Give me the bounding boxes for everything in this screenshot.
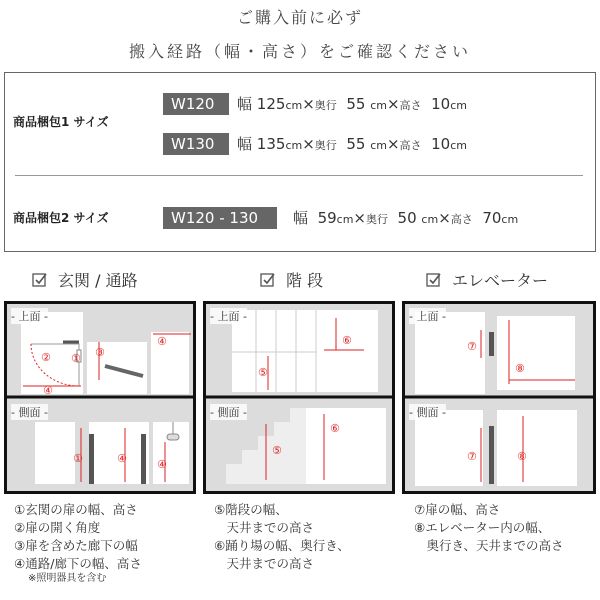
depth-value: 55 — [346, 135, 366, 153]
times-sign: × — [386, 95, 400, 113]
divider — [15, 175, 583, 176]
unit-cm: cm — [285, 139, 303, 152]
checkbox-icon — [426, 272, 442, 288]
marker-1: ① — [71, 352, 81, 365]
category-entrance — [32, 268, 138, 291]
entrance-diagram-panel — [4, 301, 196, 494]
width-label: 幅 — [293, 209, 309, 227]
marker-2: ② — [41, 351, 51, 364]
marker-4: ④ — [43, 384, 53, 397]
elevator-diagram — [405, 304, 593, 491]
stairs-diagram-panel — [203, 301, 395, 494]
notes-entrance — [14, 501, 142, 585]
note-item: ⑤階段の幅、 — [214, 502, 288, 517]
unit-cm: cm — [336, 213, 354, 226]
marker-1: ① — [73, 452, 83, 465]
height-label: 高さ — [450, 213, 473, 226]
package1-label: 商品梱包1 サイズ — [13, 115, 109, 129]
marker-4: ④ — [157, 335, 167, 348]
marker-6: ⑥ — [342, 334, 352, 347]
header-line1: ご購入前に必ず — [236, 8, 363, 27]
unit-cm: cm — [285, 99, 303, 112]
note-item: 天井までの高さ — [214, 556, 315, 571]
unit-cm: cm — [450, 99, 467, 112]
times-sign: × — [302, 95, 315, 113]
package2-tag: W120 - 130 — [163, 207, 277, 229]
marker-8: ⑧ — [515, 362, 525, 375]
category-elevator-label: エレベーター — [452, 271, 549, 290]
category-stairs — [260, 268, 323, 291]
top-view-label: - 上面 - — [11, 310, 48, 323]
unit-cm: cm — [421, 213, 439, 226]
note-item: ⑦扉の幅、高さ — [414, 502, 501, 517]
stairs-diagram — [206, 304, 392, 491]
width-value: 135 — [256, 135, 286, 153]
elevator-diagram-panel — [402, 301, 596, 494]
times-sign: × — [353, 209, 366, 227]
depth-value: 55 — [346, 95, 366, 113]
top-view-label: - 上面 - — [210, 310, 247, 323]
package1-tag-w120: W120 — [163, 93, 229, 115]
checkbox-icon — [260, 272, 276, 288]
marker-6: ⑥ — [330, 422, 340, 435]
package1-row2-dims — [237, 133, 467, 154]
depth-label: 奥行 — [314, 99, 337, 112]
times-sign: × — [386, 135, 400, 153]
category-elevator — [426, 268, 548, 291]
unit-cm: cm — [370, 99, 387, 112]
top-view-label: - 上面 - — [409, 310, 446, 323]
note-item: ③扉を含めた廊下の幅 — [14, 538, 138, 553]
note-item: ④通路/廊下の幅、高さ — [14, 556, 142, 571]
note-item: 天井までの高さ — [214, 520, 315, 535]
width-value: 125 — [256, 95, 286, 113]
height-label: 高さ — [399, 99, 422, 112]
side-view-label: - 側面 - — [210, 406, 247, 419]
marker-5: ⑤ — [258, 366, 268, 379]
depth-label: 奥行 — [314, 139, 337, 152]
package2-label: 商品梱包2 サイズ — [13, 211, 109, 225]
notes-elevator — [414, 501, 564, 555]
note-item: ⑥踊り場の幅、奥行き、 — [214, 538, 350, 553]
marker-8: ⑧ — [517, 450, 527, 463]
note-item: ①玄関の扉の幅、高さ — [14, 502, 138, 517]
note-item: ⑧エレベーター内の幅、 — [414, 520, 551, 535]
package1-row1-dims — [237, 93, 467, 114]
package-size-box — [4, 72, 596, 252]
marker-5: ⑤ — [272, 444, 282, 457]
note-item: 奥行き、天井までの高さ — [414, 538, 564, 553]
height-value: 70 — [482, 209, 502, 227]
notes-stairs — [214, 501, 350, 573]
marker-7: ⑦ — [467, 340, 477, 353]
depth-label: 奥行 — [366, 213, 388, 226]
category-entrance-label: 玄関 / 通路 — [58, 271, 138, 290]
depth-value: 50 — [397, 209, 417, 227]
package2-row1-dims — [293, 207, 518, 228]
side-view-label: - 側面 - — [11, 406, 48, 419]
times-sign: × — [302, 135, 315, 153]
package1-tag-w130: W130 — [163, 133, 229, 155]
header-line2: 搬入経路（幅・高さ）をご確認ください — [128, 42, 471, 61]
marker-4: ④ — [157, 458, 167, 471]
width-label: 幅 — [237, 95, 253, 113]
header — [0, 6, 600, 64]
checkbox-icon — [32, 272, 48, 288]
note-item: ②扉の開く角度 — [14, 520, 101, 535]
times-sign: × — [438, 209, 451, 227]
side-view-label: - 側面 - — [409, 406, 446, 419]
width-value: 59 — [317, 209, 337, 227]
height-value: 10 — [431, 95, 451, 113]
unit-cm: cm — [501, 213, 519, 226]
marker-3: ③ — [95, 346, 105, 359]
unit-cm: cm — [450, 139, 467, 152]
height-label: 高さ — [399, 139, 422, 152]
width-label: 幅 — [237, 135, 253, 153]
height-value: 10 — [431, 135, 451, 153]
category-stairs-label: 階 段 — [286, 271, 324, 290]
marker-4: ④ — [117, 452, 127, 465]
marker-7: ⑦ — [467, 450, 477, 463]
note-small: ※照明器具を含む — [28, 573, 107, 584]
unit-cm: cm — [370, 139, 387, 152]
